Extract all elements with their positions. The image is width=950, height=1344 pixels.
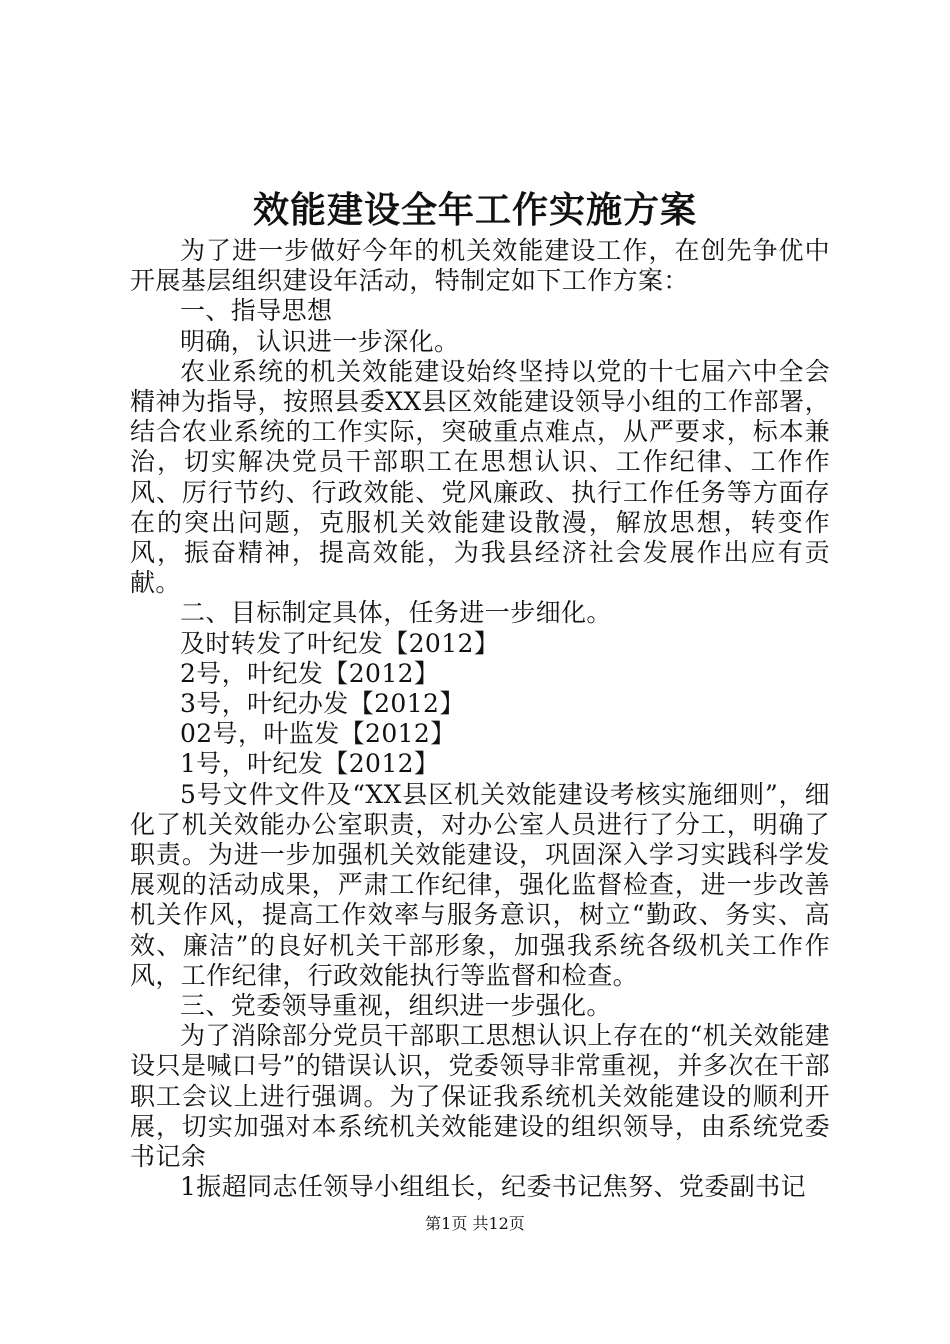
paragraph-document-ref-3: 3号，叶纪办发【2012】 bbox=[180, 689, 465, 719]
document-body bbox=[130, 236, 830, 1203]
paragraph-document-ref-2: 2号，叶纪发【2012】 bbox=[180, 658, 440, 688]
paragraph-clarify: 明确，认识进一步深化。 bbox=[180, 326, 460, 356]
section-heading-goals: 二、目标制定具体，任务进一步细化。 bbox=[180, 598, 612, 628]
paragraph-agriculture-system: 农业系统的机关效能建设始终坚持以党的十七届六中全会精神为指导，按照县委XX县区效能建设领导小组的工作部署，结合农业系统的工作实际，突破重点难点，从严要求，标本兼治，切实解决党员干部职工在思想认识、工作纪律、工作作风、厉行节约、行政效能、党风廉政、执行工作任务等方面存在的突出问题，克服机关效能建设散漫，解放思想，转变作风，振奋精神，提高效能，为我县经济社会发展作出应有贡献。 bbox=[130, 356, 830, 598]
page-footer: 第1页 共12页 bbox=[425, 1214, 525, 1233]
paragraph-assessment-rules: 5号文件文件及“XX县区机关效能建设考核实施细则”，细化了机关效能办公室职责，对办公室人员进行了分工，明确了职责。为进一步加强机关效能建设，巩固深入学习实践科学发展观的活动成果，严肃工作纪律，强化监督检查，进一步改善机关作风，提高工作效率与服务意识，树立“勤政、务实、高效、廉洁”的良好机关干部形象，加强我系统各级机关工作作风，工作纪律，行政效能执行等监督和检查。 bbox=[130, 779, 830, 990]
section-heading-guiding-ideology: 一、指导思想 bbox=[180, 296, 333, 326]
paragraph-leadership-group: 1振超同志任领导小组组长，纪委书记焦努、党委副书记 bbox=[180, 1172, 806, 1202]
paragraph-intro: 为了进一步做好今年的机关效能建设工作，在创先争优中开展基层组织建设年活动，特制定如下工作方案： bbox=[130, 236, 830, 296]
paragraph-document-ref-1: 及时转发了叶纪发【2012】 bbox=[180, 628, 500, 658]
document-title: 效能建设全年工作实施方案 bbox=[252, 189, 697, 231]
paragraph-leadership-detail: 为了消除部分党员干部职工思想认识上存在的“机关效能建设只是喊口号”的错误认识，党委领导非常重视，并多次在干部职工会议上进行强调。为了保证我系统机关效能建设的顺利开展，切实加强对本系统机关效能建设的组织领导，由系统党委书记余 bbox=[130, 1021, 830, 1172]
paragraph-document-ref-5: 1号，叶纪发【2012】 bbox=[180, 749, 440, 779]
paragraph-document-ref-4: 02号，叶监发【2012】 bbox=[180, 719, 456, 749]
section-heading-leadership: 三、党委领导重视，组织进一步强化。 bbox=[180, 991, 612, 1021]
